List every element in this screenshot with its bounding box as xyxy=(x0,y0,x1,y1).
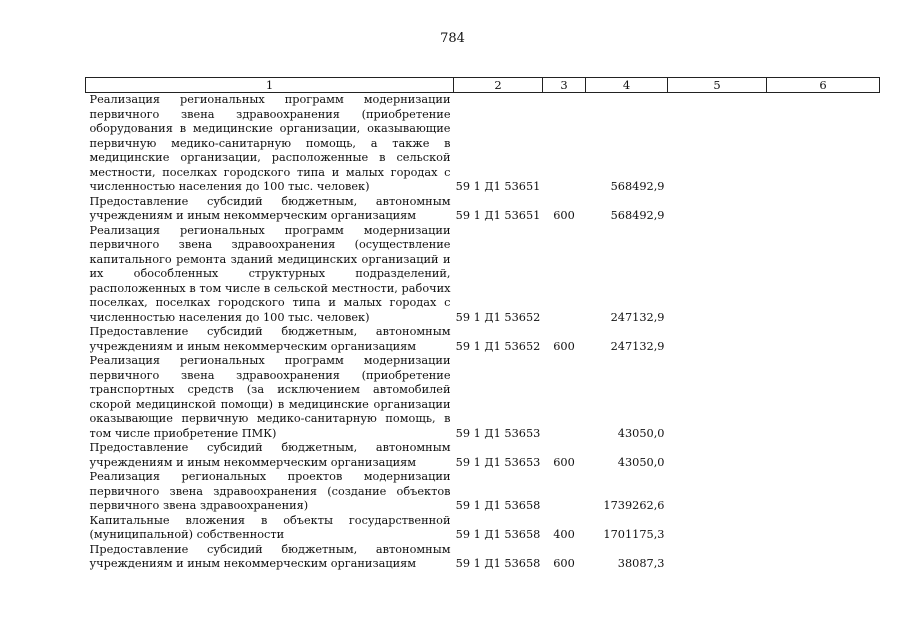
row-amount: 38087,3 xyxy=(617,557,665,570)
row-expense-type xyxy=(543,93,586,195)
table-row xyxy=(86,195,880,224)
table-row xyxy=(86,224,880,326)
table-row xyxy=(86,441,880,470)
column-header: 3 xyxy=(543,78,586,93)
row-target-code: 59 1 Д1 53658 xyxy=(455,557,541,570)
column-header: 1 xyxy=(86,78,454,93)
row-expense-type: 400 xyxy=(553,528,575,541)
row-name: Реализация региональных проектов модернизации первичного звена здравоохранения (создание объектов первичного звена здравоохранения) xyxy=(89,470,451,512)
row-col5 xyxy=(668,93,767,195)
row-col6 xyxy=(767,543,880,572)
row-col5 xyxy=(668,470,767,514)
row-amount: 43050,0 xyxy=(617,426,665,440)
row-amount: 247132,9 xyxy=(610,339,665,353)
column-header: 2 xyxy=(454,78,543,93)
page-number: 784 xyxy=(440,31,465,46)
row-target-code: 59 1 Д1 53658 xyxy=(455,499,541,512)
row-expense-type xyxy=(543,224,586,326)
row-col5 xyxy=(668,514,767,543)
row-target-code: 59 1 Д1 53651 xyxy=(455,209,541,222)
row-amount: 1701175,3 xyxy=(603,528,665,541)
row-amount: 1739262,6 xyxy=(603,499,665,512)
row-col5 xyxy=(668,543,767,572)
table-header xyxy=(86,78,880,93)
row-col5 xyxy=(668,195,767,224)
row-target-code: 59 1 Д1 53651 xyxy=(455,180,541,193)
row-target-code: 59 1 Д1 53653 xyxy=(455,426,541,440)
row-col6 xyxy=(767,93,880,195)
row-amount: 43050,0 xyxy=(617,455,665,469)
row-col5 xyxy=(668,441,767,470)
row-amount: 247132,9 xyxy=(610,310,665,324)
table-row xyxy=(86,470,880,514)
row-amount: 568492,9 xyxy=(610,209,665,222)
row-name: Реализация региональных программ модернизации первичного звена здравоохранения (осуществление капитального ремонта зданий медицинских организаций и их обособленных структурных подразделений, расположенных в том числе в сельской местности, рабочих поселках, поселках городского типа и малых городах с численностью населения до 100 тыс. человек) xyxy=(89,223,451,324)
row-expense-type: 600 xyxy=(553,209,575,222)
row-expense-type xyxy=(543,354,586,441)
row-col5 xyxy=(668,325,767,354)
budget-table xyxy=(85,77,880,572)
row-name: Капитальные вложения в объекты государственной (муниципальной) собственности xyxy=(89,513,451,541)
row-name: Предоставление субсидий бюджетным, автономным учреждениям и иным некоммерческим организациям xyxy=(89,325,451,353)
row-target-code: 59 1 Д1 53652 xyxy=(455,310,541,324)
row-expense-type: 600 xyxy=(553,455,575,469)
row-name: Реализация региональных программ модернизации первичного звена здравоохранения (приобретение оборудования в медицинские организации, оказывающие первичную медико-санитарную помощь, а также в медицинские организации, расположенные в сельской местности, поселках городского типа и малых городах с численностью населения до 100 тыс. человек) xyxy=(89,93,451,193)
row-name: Предоставление субсидий бюджетным, автономным учреждениям и иным некоммерческим организациям xyxy=(89,542,451,570)
row-target-code: 59 1 Д1 53658 xyxy=(455,528,541,541)
row-name: Реализация региональных программ модернизации первичного звена здравоохранения (приобретение транспортных средств (за исключением автомобилей скорой медицинской помощи) в медицинские организации оказывающие первичную медико-санитарную помощь, в том числе приобретение ПМК) xyxy=(89,354,451,440)
row-col6 xyxy=(767,195,880,224)
table-row xyxy=(86,514,880,543)
row-target-code: 59 1 Д1 53652 xyxy=(455,339,541,353)
row-col6 xyxy=(767,325,880,354)
table-row xyxy=(86,325,880,354)
row-col6 xyxy=(767,470,880,514)
row-col6 xyxy=(767,514,880,543)
row-name: Предоставление субсидий бюджетным, автономным учреждениям и иным некоммерческим организациям xyxy=(89,441,451,469)
column-header: 5 xyxy=(668,78,767,93)
row-col6 xyxy=(767,441,880,470)
table-row xyxy=(86,93,880,195)
row-expense-type: 600 xyxy=(553,339,575,353)
row-col6 xyxy=(767,224,880,326)
row-expense-type: 600 xyxy=(553,557,575,570)
row-col5 xyxy=(668,354,767,441)
table-body xyxy=(86,93,880,572)
row-expense-type xyxy=(543,470,586,514)
header-row xyxy=(86,78,880,93)
row-target-code: 59 1 Д1 53653 xyxy=(455,455,541,469)
row-name: Предоставление субсидий бюджетным, автономным учреждениям и иным некоммерческим организациям xyxy=(89,194,451,222)
row-col6 xyxy=(767,354,880,441)
table-row xyxy=(86,354,880,441)
table-row xyxy=(86,543,880,572)
column-header: 4 xyxy=(586,78,668,93)
column-header: 6 xyxy=(767,78,880,93)
row-amount: 568492,9 xyxy=(610,180,665,193)
row-col5 xyxy=(668,224,767,326)
